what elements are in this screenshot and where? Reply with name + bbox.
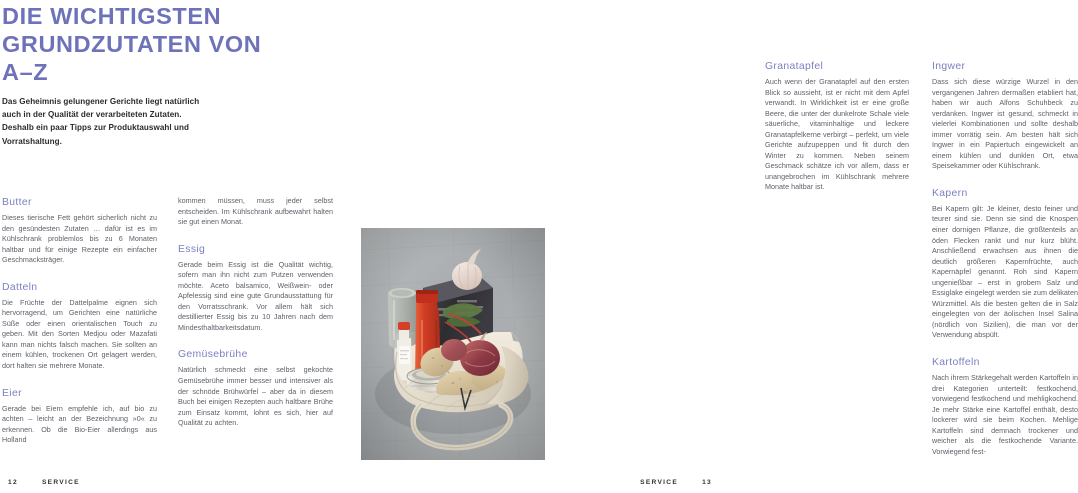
section-body-butter: Dieses tierische Fett gehört sicherlich nicht zu den gesündesten Zutaten … dafür ist es im Kühlschrank problemlos bis zu 6 Monaten haltbar und für einige Rezepte ein einfacher Geschmacksträger.	[2, 213, 157, 265]
article-block-continuation	[178, 196, 333, 228]
article-block	[932, 356, 1078, 457]
section-body-datteln: Die Früchte der Dattelpalme eignen sich hervorragend, um Gerichten eine natürliche Süße oder einen orientalischen Touch zu geben. Mit den Sorten Medjou oder Mazafati kann man nichts falsch machen. Sie sollten an einem kühlen, trockenen Ort gelagert werden, dort halten sie mehrere Monate.	[2, 297, 157, 371]
folio-number-left: 12	[8, 479, 18, 486]
text-column-3	[765, 60, 909, 193]
text-column-4	[932, 60, 1078, 457]
footer-right	[640, 479, 712, 486]
section-body-gemuesebruehe: Natürlich schmeckt eine selbst gekochte Gemüsebrühe immer besser und intensiver als der schnöde Brühwürfel – aber da in diesem Buch bei einigen Rezepten auch haltbare Brühe zum Einsatz kommt, lohnt es sich, hier auf Qualität zu achten.	[178, 365, 333, 428]
article-block	[2, 281, 157, 372]
footer-section-label-right: SERVICE	[640, 479, 679, 486]
photo-groceries-tote-bag	[361, 228, 545, 460]
page-title-line-1: DIE WICHTIGSTEN	[2, 3, 222, 29]
folio-number-right: 13	[702, 479, 712, 486]
section-body-kartoffeln: Nach ihrem Stärkegehalt werden Kartoffeln in drei Kategorien unterteilt: festkochend, vorwiegend festkochend und mehligkochend. Je mehr Stärke eine Kartoffel enthält, desto lockerer wird sie beim Kochen. Mehlige Kartoffeln sind demnach trockener und weicher als die festkochende Variante. Vorwiegend fest-	[932, 373, 1078, 456]
intro-paragraph: Das Geheimnis gelungener Gerichte liegt natürlich auch in der Qualität der verarbeiteten Zutaten. Deshalb ein paar Tipps zur Produktauswahl und Vorratshaltung.	[2, 97, 200, 146]
text-column-2	[178, 196, 333, 429]
section-body-eier: Gerade bei Eiern empfehle ich, auf bio zu achten – leicht an der Bezeichnung »0« zu erkennen. Ob die Bio-Eier allerdings aus Holland	[2, 403, 157, 445]
section-heading-essig: Essig	[178, 243, 206, 255]
section-heading-gemuesebruehe: Gemüsebrühe	[178, 349, 248, 361]
text-column-1	[2, 196, 157, 446]
page-title-line-3: A–Z	[2, 59, 49, 85]
article-block	[2, 387, 157, 446]
page-title	[2, 2, 332, 86]
section-body-eier-continued: kommen müssen, muss jeder selbst entscheiden. Im Kühlschrank aufbewahrt halten sie gut einen Monat.	[178, 196, 333, 227]
article-block	[765, 60, 909, 193]
article-block	[178, 348, 333, 428]
footer-left	[8, 479, 80, 486]
section-heading-butter: Butter	[2, 197, 32, 208]
section-heading-granatapfel: Granatapfel	[765, 61, 824, 72]
article-block	[2, 196, 157, 266]
article-block	[932, 60, 1078, 172]
section-heading-datteln: Datteln	[2, 281, 38, 293]
section-body-essig: Gerade beim Essig ist die Qualität wichtig, sofern man ihn nicht zum Putzen verwenden möchte. Aceto balsamico, Weißwein- oder Apfelessig sind eine gute Grundausstattung für den Vorratsschrank. Vor allem hält sich destillierter Essig bis zu 10 Jahren nach dem Mindesthaltbarkeitsdatum.	[178, 259, 333, 332]
section-heading-kartoffeln: Kartoffeln	[932, 357, 980, 369]
section-heading-eier: Eier	[2, 387, 22, 399]
section-body-ingwer: Dass sich diese würzige Wurzel in den vergangenen Jahren dermaßen etabliert hat, haben wir auch Alfons Schuhbeck zu verdanken. Ingwer ist gesund, schmeckt in vielerlei Kombinationen und sollte deshalb immer vorrätig sein. Am besten hält sich Ingwer in ein Papiertuch eingewickelt an einem kühlen und dunklen Ort, etwa Speisekammer oder Kühlschrank.	[932, 77, 1078, 171]
photo-illustration	[361, 228, 545, 460]
section-heading-kapern: Kapern	[932, 187, 968, 199]
section-body-kapern: Bei Kapern gilt: Je kleiner, desto feiner und teurer sind sie. Denn sie sind die Knospen einer dornigen Pflanze, die größtenteils an öden Flecken rankt und nur kurz blüht. Anschließend erwachsen aus ihnen die deutlich größeren Kapernfrüchte, auch Kapernäpfel genannt. Roh sind Kapern ungenießbar – erst in grobem Salz und Essiglake eingelegt werden sie zum delikaten Würzmittel. Als die besten gelten die in Salz eingelegten von der äolischen Insel Salina (nördlich von Sizilien), die man vor der Verwendung abspült.	[932, 203, 1078, 340]
article-block	[932, 187, 1078, 341]
article-block	[178, 243, 333, 334]
page-title-line-2: GRUNDZUTATEN VON	[2, 31, 262, 57]
page-left	[0, 0, 360, 493]
section-body-granatapfel: Auch wenn der Granatapfel auf den ersten Blick so aussieht, ist er nicht mit dem Apfel verwandt. In Wirklichkeit ist er eine große Beere, die unter der dunkelrote Schale viele säuerliche, vitaminhaltige und leckere Granatapfelkerne verbirgt – perfekt, um viele Gerichte aufzupeppen und fit durch den Winter zu kommen. Neben seinem Geschmack schätze ich vor allem, dass er unangebrochen im Kühlschrank mehrere Monate haltbar ist.	[765, 77, 909, 192]
section-heading-ingwer: Ingwer	[932, 61, 966, 72]
footer-section-label-left: SERVICE	[41, 479, 80, 486]
